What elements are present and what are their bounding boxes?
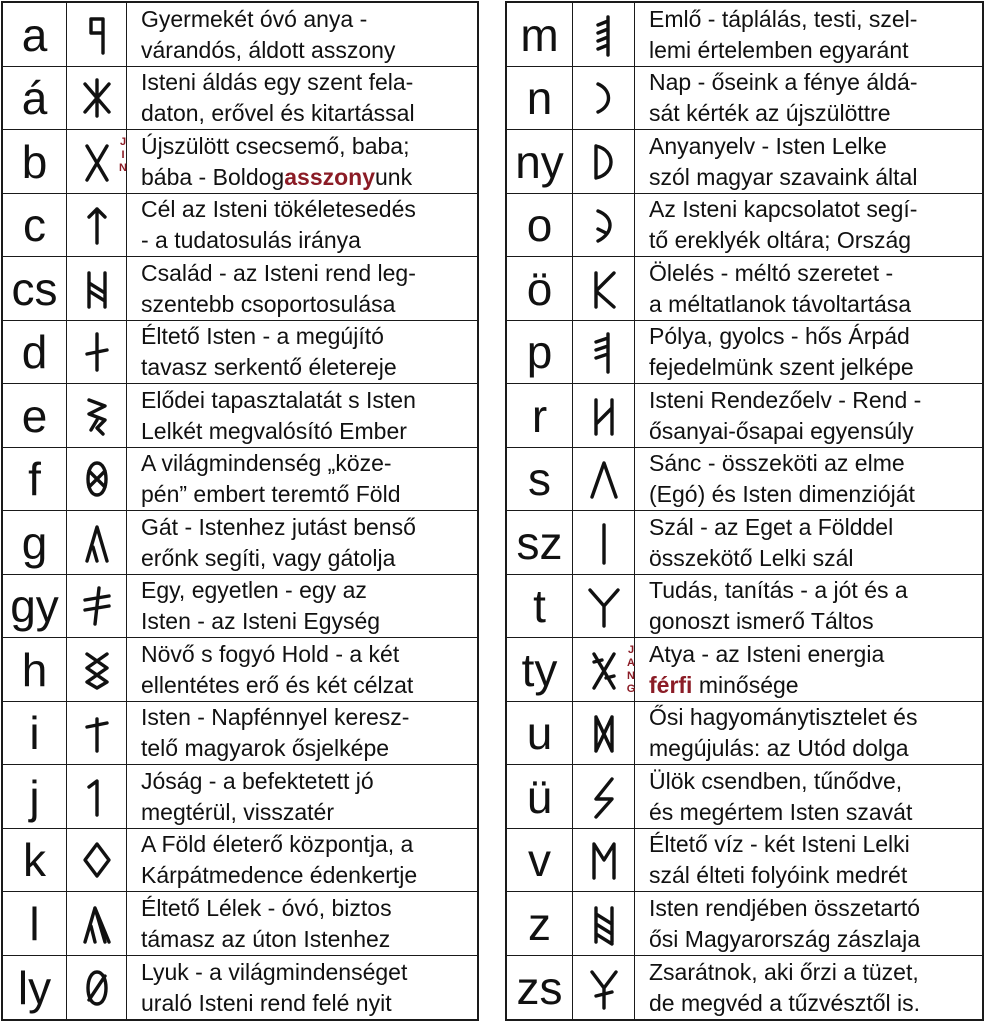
rune-m-icon [584,13,624,57]
rune-cell [573,956,635,1019]
rune-o-icon [584,203,624,247]
rune-ty-icon [584,648,624,692]
meaning-line: Zsarátnok, aki őrzi a tüzet, [649,958,919,985]
rune-cell [573,194,635,256]
letter-cell: s [507,448,573,510]
meaning-line: Cél az Isteni tökéletesedés [141,196,416,222]
meaning-line: Emlő - táplálás, testi, szel- [649,5,918,32]
rune-row [3,257,477,321]
meaning-line: Éltető Lélek - óvó, biztos [141,894,392,921]
meaning-line: Növő s fogyó Hold - a két [141,640,400,667]
meaning-line: Egy, egyetlen - egy az [141,577,367,603]
letter-cell: j [3,765,67,828]
rune-gy-icon [77,584,117,628]
meaning-line: uraló Isteni rend felé nyit [141,989,392,1016]
meaning-text [635,130,982,193]
meaning-line: Éltető Isten - a megújító [141,323,384,349]
meaning-text [635,638,982,701]
letter-cell: l [3,892,67,955]
rune-row [507,702,982,765]
rune-cell [573,321,635,383]
meaning-line: Lelkét megvalósító Ember [141,417,407,444]
meaning-line: ősi Magyarország zászlaja [649,925,921,952]
letter-cell: z [507,892,573,955]
rune-cell [573,829,635,891]
rune-row [3,575,477,638]
rune-cell [67,638,127,701]
meaning-line: a méltatlanok távoltartása [649,290,912,317]
meaning-line: Újszülött csecsemő, baba; [141,132,410,159]
rune-cell [67,67,127,129]
letter-cell: h [3,638,67,701]
rune-row [3,956,477,1019]
meaning-line: A Föld életerő központja, a [141,831,414,857]
meaning-fragment: minősége [692,671,799,698]
rune-d-icon [77,330,117,374]
letter-cell: i [3,702,67,764]
rune-row [507,130,982,194]
meaning-text [635,194,982,256]
meaning-line: tő ereklyék oltára; Ország [649,227,912,253]
letter-cell: v [507,829,573,891]
meaning-text [635,702,982,764]
rune-ly-icon [77,966,117,1010]
letter-cell: f [3,448,67,510]
letter-cell: u [507,702,573,764]
rune-cell [573,511,635,574]
meaning-text [127,829,477,891]
meaning-fragment: bába - Boldog [141,163,285,190]
rune-cell [67,765,127,828]
meaning-line: ellentétes erő és két célzat [141,671,414,698]
rune-cell [573,3,635,66]
polarity-tag-letter: G [626,683,636,695]
letter-cell: ny [507,130,573,193]
rune-cell [67,575,127,637]
polarity-tag-letter: N [627,670,635,682]
meaning-text [635,511,982,574]
rune-cell [573,892,635,955]
meaning-line: megújulás: az Utód dolga [649,735,909,761]
letter-cell: e [3,384,67,447]
rune-row [507,384,982,448]
rune-cell [573,448,635,510]
rune-cell [67,511,127,574]
letter-cell: o [507,194,573,256]
letter-cell: ü [507,765,573,828]
letter-cell: b [3,130,67,193]
rune-u-icon [584,711,624,755]
meaning-line: Kárpátmedence édenkertje [141,862,418,888]
rune-cs-icon [77,267,117,311]
meaning-text [127,321,477,383]
meaning-line: Isten - Napfénnyel keresz- [141,704,410,730]
meaning-line: összekötő Lelki szál [649,544,854,571]
meaning-line: erőnk segíti, vagy gátolja [141,544,396,571]
rune-t-icon [584,584,624,628]
rune-row [507,3,982,67]
rune-sz-icon [584,521,624,565]
rune-row [507,511,982,575]
highlighted-word: férfi [649,671,693,698]
rune-row [3,638,477,702]
meaning-text [635,892,982,955]
letter-cell: t [507,575,573,637]
letter-cell: ly [3,956,67,1019]
rune-f-icon [77,457,117,501]
meaning-line: Isten rendjében összetartó [649,894,921,921]
rune-cell [67,702,127,764]
left-rune-table [1,1,479,1021]
rune-s-icon [584,457,624,501]
meaning-text [635,765,982,828]
meaning-line: lemi értelemben egyaránt [649,36,909,63]
meaning-line: (Egó) és Isten dimenzióját [649,481,915,507]
meaning-text [127,956,477,1019]
meaning-text [127,765,477,828]
rune-row [3,702,477,765]
meaning-line: Család - az Isteni rend leg- [141,259,416,286]
rune-l-icon [77,902,117,946]
letter-cell: r [507,384,573,447]
rune-b-icon [77,140,117,184]
meaning-line: Az Isteni kapcsolatot segí- [649,196,918,222]
rune-z-icon [584,902,624,946]
polarity-tag-letter: J [627,644,635,656]
polarity-tag [118,136,128,175]
rune-row [3,130,477,194]
meaning-text [127,257,477,320]
letter-cell: sz [507,511,573,574]
meaning-text [635,67,982,129]
rune-row [3,384,477,448]
rune-cell [573,67,635,129]
letter-cell: cs [3,257,67,320]
rune-cell [67,257,127,320]
letter-cell: g [3,511,67,574]
rune-zs-icon [584,966,624,1010]
polarity-tag-letter: N [119,162,127,174]
meaning-line: Gát - Istenhez jutást benső [141,513,416,540]
rune-cell [67,194,127,256]
letter-cell: ty [507,638,573,701]
meaning-text [127,892,477,955]
rune-cell [573,638,635,701]
meaning-text [635,384,982,447]
meaning-line: szál élteti folyóink medrét [649,862,908,888]
meaning-text [127,3,477,66]
polarity-tag-letter: I [121,149,125,161]
meaning-line: Sánc - összeköti az elme [649,450,905,476]
rune-row [3,448,477,511]
letter-cell: ö [507,257,573,320]
rune-row [3,3,477,67]
meaning-line [141,162,477,193]
meaning-line: Tudás, tanítás - a jót és a [649,577,908,603]
rune-row [3,511,477,575]
rune-cell [67,829,127,891]
polarity-tag-letter: J [119,136,127,148]
rune-row [507,194,982,257]
meaning-text [127,638,477,701]
meaning-text [635,956,982,1019]
rune-row [507,575,982,638]
meaning-line: Elődei tapasztalatát s Isten [141,386,416,413]
rune-row [3,321,477,384]
rune-cell [573,702,635,764]
meaning-line: fejedelmünk szent jelképe [649,354,914,380]
rune-row [3,194,477,257]
meaning-line: pén” embert teremtő Föld [141,481,401,507]
rune-row [507,448,982,511]
rune-cell [573,130,635,193]
letter-cell: a [3,3,67,66]
rune-cell [67,321,127,383]
rune-ue-icon [584,775,624,819]
rune-e-icon [77,394,117,438]
meaning-line: Ölelés - méltó szeretet - [649,259,894,286]
rune-row [507,321,982,384]
meaning-line: Gyermekét óvó anya - [141,5,368,32]
meaning-text [635,321,982,383]
meaning-line [649,670,982,701]
meaning-line: ősanyai-ősapai egyensúly [649,417,914,444]
letter-cell: gy [3,575,67,637]
rune-h-icon [77,648,117,692]
rune-row [507,892,982,956]
letter-cell: á [3,67,67,129]
meaning-text [127,511,477,574]
meaning-line: Ősi hagyománytisztelet és [649,704,918,730]
right-rune-table [505,1,984,1021]
meaning-line: várandós, áldott asszony [141,36,396,63]
highlighted-word: asszony [284,163,375,190]
meaning-line: Anyanyelv - Isten Lelke [649,132,887,159]
meaning-line: Atya - az Isteni energia [649,640,885,667]
meaning-line: Szál - az Eget a Földdel [649,513,894,540]
meaning-text [635,3,982,66]
letter-cell: zs [507,956,573,1019]
rune-cell [573,257,635,320]
letter-cell: p [507,321,573,383]
meaning-line: telő magyarok ősjelképe [141,735,390,761]
rune-k-icon [77,838,117,882]
rune-c-icon [77,203,117,247]
rune-cell [67,3,127,66]
meaning-fragment: unk [375,163,413,190]
rune-g-icon [77,521,117,565]
meaning-line: megtérül, visszatér [141,798,335,825]
rune-row [3,892,477,956]
rune-row [507,257,982,321]
meaning-text [635,257,982,320]
rune-oe-icon [584,267,624,311]
meaning-line: Nap - őseink a fénye áldá- [649,69,918,95]
rune-row [3,765,477,829]
rune-row [507,638,982,702]
meaning-line: Pólya, gyolcs - hős Árpád [649,323,910,349]
letter-cell: k [3,829,67,891]
meaning-text [127,702,477,764]
meaning-line: támasz az úton Istenhez [141,925,391,952]
meaning-line: Isteni Rendezőelv - Rend - [649,386,922,413]
meaning-text [127,575,477,637]
meaning-line: tavasz serkentő életereje [141,354,397,380]
meaning-text [127,67,477,129]
meaning-line: szól magyar szavaink által [649,163,918,190]
meaning-line: Isteni áldás egy szent fela- [141,69,414,95]
meaning-text [127,194,477,256]
meaning-text [635,829,982,891]
meaning-line: és megértem Isten szavát [649,798,913,825]
meaning-text [635,575,982,637]
meaning-line: Lyuk - a világmindenséget [141,958,408,985]
meaning-line: sát kérték az újszülöttre [649,100,891,126]
polarity-tag-letter: A [627,657,635,669]
meaning-line: Ülök csendben, tűnődve, [649,767,903,794]
meaning-line: gonoszt ismerő Táltos [649,608,874,634]
letter-cell: d [3,321,67,383]
rune-a-icon [77,13,117,57]
rune-cell [573,765,635,828]
meaning-text [127,130,477,193]
meaning-line: Éltető víz - két Isteni Lelki [649,831,910,857]
rune-row [3,829,477,892]
meaning-line: Isten - az Isteni Egység [141,608,381,634]
meaning-line: de megvéd a tűzvésztől is. [649,989,921,1016]
rune-row [507,67,982,130]
polarity-tag [626,644,636,696]
meaning-line: daton, erővel és kitartással [141,100,415,126]
rune-r-icon [584,394,624,438]
rune-cell [67,956,127,1019]
rune-cell [573,384,635,447]
rune-ny-icon [584,140,624,184]
rune-cell [573,575,635,637]
rune-n-icon [584,76,624,120]
meaning-line: A világmindenség „köze- [141,450,392,476]
rune-row [507,829,982,892]
rune-v-icon [584,838,624,882]
letter-cell: n [507,67,573,129]
meaning-text [127,384,477,447]
rune-cell [67,892,127,955]
rune-p-icon [584,330,624,374]
meaning-text [127,448,477,510]
meaning-line: szentebb csoportosulása [141,290,396,317]
rune-row [507,765,982,829]
rune-aa-icon [77,76,117,120]
letter-cell: c [3,194,67,256]
rune-cell [67,448,127,510]
rune-cell [67,130,127,193]
rune-j-icon [77,775,117,819]
meaning-text [635,448,982,510]
meaning-line: Jóság - a befektetett jó [141,767,374,794]
rune-cell [67,384,127,447]
letter-cell: m [507,3,573,66]
rune-i-icon [77,711,117,755]
rune-row [3,67,477,130]
rune-row [507,956,982,1019]
meaning-line: - a tudatosulás iránya [141,227,361,253]
